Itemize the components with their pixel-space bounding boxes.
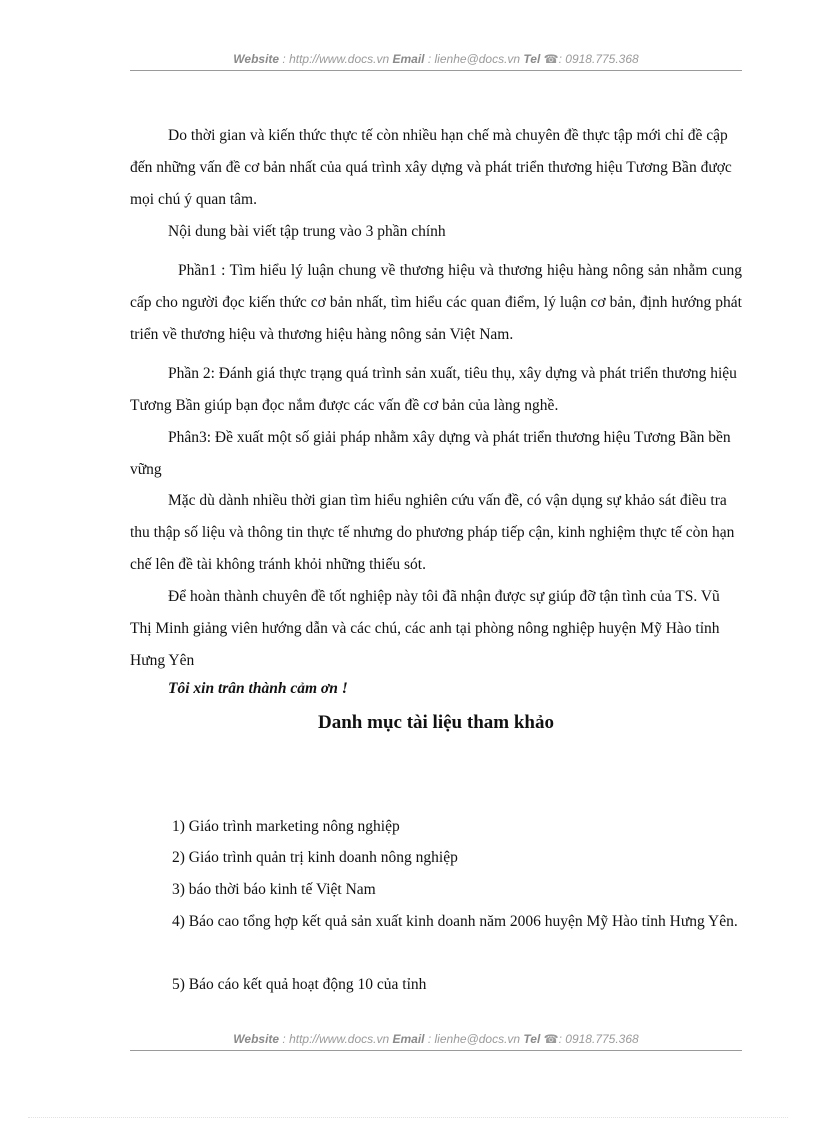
reference-item bbox=[130, 842, 742, 873]
paragraph-outline bbox=[130, 216, 742, 248]
reference-5-text: 5) Báo cáo kết quả hoạt động 10 của tỉnh bbox=[172, 976, 427, 993]
header-email-link[interactable]: : lienhe@docs.vn bbox=[427, 52, 521, 66]
header-phone: ☎: 0918.775.368 bbox=[543, 52, 639, 66]
reference-2-text: 2) Giáo trình quản trị kinh doanh nông nghiệp bbox=[172, 849, 458, 866]
references-title: Danh mục tài liệu tham khảo bbox=[318, 712, 554, 733]
header-email-label: Email bbox=[392, 52, 425, 66]
reference-item bbox=[130, 969, 742, 1000]
footer-tel-label: Tel bbox=[523, 1032, 541, 1046]
paragraph-outline-text: Nội dung bài viết tập trung vào 3 phần chính bbox=[168, 223, 446, 240]
paragraph-part-2-text: Phần 2: Đánh giá thực trạng quá trình sản xuất, tiêu thụ, xây dựng và phát triển thương hiệu Tương Bần giúp bạn đọc nắm được các vấn đề cơ bản của làng nghề. bbox=[130, 365, 737, 414]
paragraph-part-2 bbox=[130, 358, 742, 422]
paragraph-limitations bbox=[130, 485, 742, 581]
paragraph-acknowledgement bbox=[130, 581, 742, 677]
paragraph-part-3-text: Phân3: Đề xuất một số giải pháp nhằm xây dựng và phát triển thương hiệu Tương Bần bền vững bbox=[130, 429, 731, 478]
paragraph-acknowledgement-text: Để hoàn thành chuyên đề tốt nghiệp này tôi đã nhận được sự giúp đỡ tận tình của TS. Vũ Thị Minh giảng viên hướng dẫn và các chú, các anh tại phòng nông nghiệp huyện Mỹ Hào tỉnh Hưng Yên bbox=[130, 588, 720, 669]
reference-4-text: 4) Báo cao tổng hợp kết quả sản xuất kinh doanh năm 2006 huyện Mỹ Hào tỉnh Hưng Yên. bbox=[172, 913, 738, 930]
reference-1-text: 1) Giáo trình marketing nông nghiệp bbox=[172, 818, 400, 835]
page-edge-divider bbox=[28, 1117, 788, 1118]
reference-item bbox=[130, 906, 742, 937]
header-tel-label: Tel bbox=[523, 52, 541, 66]
paragraph-part-1-text: Phần1 : Tìm hiểu lý luận chung về thương hiệu và thương hiệu hàng nông sản nhằm cung cấp cho người đọc kiến thức cơ bản nhất, tìm hiểu các quan điểm, lý luận cơ bản, định hướng phát triển về thương hiệu và thương hiệu hàng nông sản Việt Nam. bbox=[130, 262, 742, 343]
header-website-label: Website bbox=[233, 52, 280, 66]
footer-website-link[interactable]: : http://www.docs.vn bbox=[282, 1032, 390, 1046]
header-divider bbox=[130, 70, 742, 71]
reference-item bbox=[130, 874, 742, 905]
footer-phone: ☎: 0918.775.368 bbox=[543, 1032, 639, 1046]
thanks-line: Tôi xin trân thành cảm ơn ! bbox=[168, 680, 348, 697]
footer-email-link[interactable]: : lienhe@docs.vn bbox=[427, 1032, 521, 1046]
paragraph-intro-text: Do thời gian và kiến thức thực tế còn nhiều hạn chế mà chuyên đề thực tập mới chỉ đề cập đến những vấn đề cơ bản nhất của quá trình xây dựng và phát triển thương hiệu Tương Bần được mọi chú ý quan tâm. bbox=[130, 127, 732, 208]
page-header bbox=[130, 52, 742, 66]
page-footer bbox=[130, 1032, 742, 1046]
paragraph-part-1 bbox=[130, 255, 742, 351]
footer-website-label: Website bbox=[233, 1032, 280, 1046]
reference-3-text: 3) báo thời báo kinh tế Việt Nam bbox=[172, 881, 376, 898]
footer-email-label: Email bbox=[392, 1032, 425, 1046]
paragraph-intro bbox=[130, 120, 742, 216]
reference-item bbox=[130, 811, 742, 842]
paragraph-limitations-text: Mặc dù dành nhiều thời gian tìm hiểu nghiên cứu vấn đề, có vận dụng sự khảo sát điều tra thu thập số liệu và thông tin thực tế nhưng do phương pháp tiếp cận, kinh nghiệm thực tế còn hạn chế lên đề tài không tránh khỏi những thiếu sót. bbox=[130, 492, 735, 573]
footer-divider bbox=[130, 1050, 742, 1051]
header-website-link[interactable]: : http://www.docs.vn bbox=[282, 52, 390, 66]
paragraph-part-3 bbox=[130, 422, 742, 486]
